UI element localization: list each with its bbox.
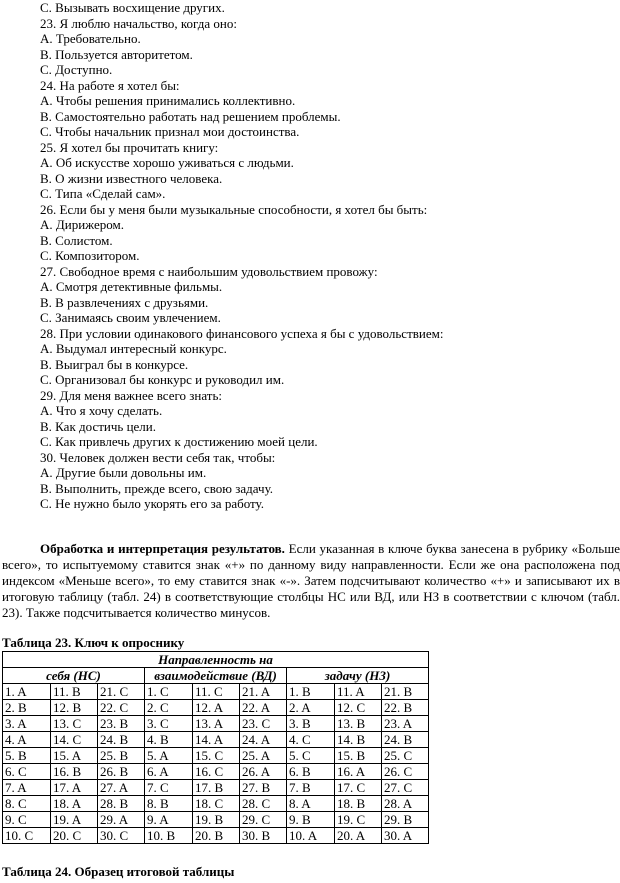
questionnaire-line: A. Другие были довольны им. xyxy=(40,465,207,480)
table-cell: 18. B xyxy=(335,796,382,812)
table-cell: 21. A xyxy=(240,684,287,700)
table-cell: 26. C xyxy=(382,764,429,780)
questionnaire-line: A. Чтобы решения принимались коллективно. xyxy=(40,93,296,108)
questionnaire-line: C. Вызывать восхищение других. xyxy=(40,0,225,15)
table-cell: 10. C xyxy=(3,828,51,844)
table-cell: 12. B xyxy=(51,700,98,716)
questionnaire-line: 27. Свободное время с наибольшим удовольствием провожу: xyxy=(40,263,378,279)
table-cell: 11. A xyxy=(335,684,382,700)
questionnaire-line: 28. При условии одинакового финансового успеха я бы с удовольствием: xyxy=(40,325,444,341)
questionnaire-line: A. Смотря детективные фильмы. xyxy=(40,279,223,294)
table-cell: 19. A xyxy=(51,812,98,828)
table-cell: 11. C xyxy=(193,684,240,700)
questionnaire-line: C. Доступно. xyxy=(40,62,113,77)
table-cell: 5. B xyxy=(3,748,51,764)
table-cell: 27. A xyxy=(98,780,145,796)
group-header-self: себя (НС) xyxy=(3,668,145,684)
questionnaire-line: B. Солистом. xyxy=(40,232,113,248)
group-header-interaction: взаимодействие (ВД) xyxy=(145,668,287,684)
table-row xyxy=(3,764,429,780)
table-cell: 24. B xyxy=(98,732,145,748)
table-cell: 4. A xyxy=(3,732,51,748)
table-cell: 13. B xyxy=(335,716,382,732)
questionnaire-line: B. Выиграл бы в конкурсе. xyxy=(40,356,189,372)
questionnaire-line: B. Самостоятельно работать над решением проблемы. xyxy=(40,108,341,124)
table-cell: 11. B xyxy=(51,684,98,700)
table-cell: 5. A xyxy=(145,748,193,764)
table-cell: 5. C xyxy=(287,748,335,764)
questionnaire-line: B. В развлечениях с друзьями. xyxy=(40,294,209,310)
table-cell: 1. B xyxy=(287,684,335,700)
table-cell: 2. B xyxy=(3,700,51,716)
table-cell: 12. C xyxy=(335,700,382,716)
table-cell: 16. C xyxy=(193,764,240,780)
table-cell: 10. A xyxy=(287,828,335,844)
table-cell: 1. A xyxy=(3,684,51,700)
table-cell: 29. B xyxy=(382,812,429,828)
table-cell: 3. A xyxy=(3,716,51,732)
table-cell: 7. C xyxy=(145,780,193,796)
table-cell: 8. A xyxy=(287,796,335,812)
questionnaire-line: 24. На работе я хотел бы: xyxy=(40,77,180,93)
table-cell: 15. A xyxy=(51,748,98,764)
questionnaire-line: 30. Человек должен вести себя так, чтобы: xyxy=(40,449,276,465)
table-row xyxy=(3,700,429,716)
questionnaire-lines xyxy=(40,0,610,512)
table-cell: 9. B xyxy=(287,812,335,828)
table-row xyxy=(3,716,429,732)
table-cell: 16. A xyxy=(335,764,382,780)
table-cell: 24. A xyxy=(240,732,287,748)
table-cell: 13. A xyxy=(193,716,240,732)
table-cell: 10. B xyxy=(145,828,193,844)
table-row xyxy=(3,828,429,844)
table-cell: 29. A xyxy=(98,812,145,828)
table-cell: 18. A xyxy=(51,796,98,812)
table-cell: 28. B xyxy=(98,796,145,812)
table-cell: 14. C xyxy=(51,732,98,748)
table-cell: 23. A xyxy=(382,716,429,732)
table-cell: 4. B xyxy=(145,732,193,748)
table-row xyxy=(3,684,429,700)
table-cell: 8. B xyxy=(145,796,193,812)
questionnaire-line: B. Как достичь цели. xyxy=(40,418,156,434)
table-cell: 30. A xyxy=(382,828,429,844)
table-cell: 14. A xyxy=(193,732,240,748)
table-cell: 26. A xyxy=(240,764,287,780)
table-cell: 8. C xyxy=(3,796,51,812)
table-cell: 7. B xyxy=(287,780,335,796)
table-header-main: Направленность на xyxy=(3,652,429,668)
table-row xyxy=(3,732,429,748)
table-cell: 21. C xyxy=(98,684,145,700)
table-cell: 1. C xyxy=(145,684,193,700)
table-row xyxy=(3,796,429,812)
table-cell: 17. B xyxy=(193,780,240,796)
table-cell: 22. B xyxy=(382,700,429,716)
group-header-task: задачу (НЗ) xyxy=(287,668,429,684)
table24-title: Таблица 24. Образец итоговой таблицы xyxy=(2,864,235,879)
key-table xyxy=(2,651,429,844)
table-cell: 19. B xyxy=(193,812,240,828)
table-cell: 26. B xyxy=(98,764,145,780)
table-cell: 22. C xyxy=(98,700,145,716)
questionnaire-line: B. Выполнить, прежде всего, свою задачу. xyxy=(40,480,274,496)
table-row xyxy=(3,780,429,796)
questionnaire-line: B. О жизни известного человека. xyxy=(40,170,223,186)
table-cell: 9. A xyxy=(145,812,193,828)
questionnaire-line: A. Выдумал интересный конкурс. xyxy=(40,341,227,356)
questionnaire-line: A. Требовательно. xyxy=(40,31,141,46)
table-cell: 25. A xyxy=(240,748,287,764)
table-cell: 6. B xyxy=(287,764,335,780)
processing-paragraph xyxy=(2,541,620,621)
processing-text: Если указанная в ключе буква занесена в рубрику «Больше всего», то испытуемому ставится знак «+» по данному виду направленности. Если же она расположена под индексом «Меньше всего», то ему ставится знак «-». Затем подсчитывают количество «+» и записывают их в итоговую таблицу (табл. 24) в соответствующие столбцы НС или ВД, или НЗ в соответствии с ключом (табл. 23). Также подсчитывается количество минусов. xyxy=(2,541,620,620)
questionnaire-line: 26. Если бы у меня были музыкальные способности, я хотел бы быть: xyxy=(40,201,428,217)
table-cell: 29. C xyxy=(240,812,287,828)
table-cell: 27. B xyxy=(240,780,287,796)
table-cell: 13. C xyxy=(51,716,98,732)
table-cell: 3. B xyxy=(287,716,335,732)
table-cell: 22. A xyxy=(240,700,287,716)
table-cell: 6. C xyxy=(3,764,51,780)
table-row xyxy=(3,748,429,764)
questionnaire-line: 23. Я люблю начальство, когда оно: xyxy=(40,15,237,31)
table-cell: 28. C xyxy=(240,796,287,812)
table-cell: 7. A xyxy=(3,780,51,796)
table-cell: 24. B xyxy=(382,732,429,748)
table-cell: 16. B xyxy=(51,764,98,780)
table-cell: 23. B xyxy=(98,716,145,732)
table-cell: 2. C xyxy=(145,700,193,716)
table-cell: 15. B xyxy=(335,748,382,764)
questionnaire-line: 25. Я хотел бы прочитать книгу: xyxy=(40,139,219,155)
questionnaire-line: A. Что я хочу сделать. xyxy=(40,403,163,418)
table-cell: 27. C xyxy=(382,780,429,796)
table-cell: 6. A xyxy=(145,764,193,780)
questionnaire-line: C. Как привлечь других к достижению моей цели. xyxy=(40,434,318,449)
questionnaire-line: C. Занимаясь своим увлечением. xyxy=(40,310,221,325)
table-cell: 20. B xyxy=(193,828,240,844)
questionnaire-line: A. Об искусстве хорошо уживаться с людьми. xyxy=(40,155,294,170)
table-cell: 25. C xyxy=(382,748,429,764)
table-cell: 20. A xyxy=(335,828,382,844)
table-cell: 18. C xyxy=(193,796,240,812)
table-cell: 14. B xyxy=(335,732,382,748)
table-cell: 3. C xyxy=(145,716,193,732)
table-cell: 9. C xyxy=(3,812,51,828)
table-cell: 2. A xyxy=(287,700,335,716)
table-cell: 23. C xyxy=(240,716,287,732)
table-cell: 30. B xyxy=(240,828,287,844)
table-cell: 17. C xyxy=(335,780,382,796)
questionnaire-line: B. Пользуется авторитетом. xyxy=(40,46,193,62)
table-cell: 28. A xyxy=(382,796,429,812)
questionnaire-line: A. Дирижером. xyxy=(40,217,124,232)
questionnaire-line: 29. Для меня важнее всего знать: xyxy=(40,387,222,403)
table-cell: 25. B xyxy=(98,748,145,764)
questionnaire-line: C. Композитором. xyxy=(40,248,140,263)
table-cell: 17. A xyxy=(51,780,98,796)
table-cell: 12. A xyxy=(193,700,240,716)
table-cell: 15. C xyxy=(193,748,240,764)
questionnaire-line: C. Типа «Сделай сам». xyxy=(40,186,166,201)
table23-title: Таблица 23. Ключ к опроснику xyxy=(2,635,185,650)
table-cell: 19. C xyxy=(335,812,382,828)
table-cell: 30. C xyxy=(98,828,145,844)
questionnaire-line: C. Организовал бы конкурс и руководил им. xyxy=(40,372,285,387)
table-cell: 4. C xyxy=(287,732,335,748)
processing-heading: Обработка и интерпретация результатов. xyxy=(40,541,285,556)
table-cell: 21. B xyxy=(382,684,429,700)
questionnaire-line: C. Не нужно было укорять его за работу. xyxy=(40,496,264,511)
table-cell: 20. C xyxy=(51,828,98,844)
table-row xyxy=(3,812,429,828)
questionnaire-line: C. Чтобы начальник признал мои достоинства. xyxy=(40,124,300,139)
